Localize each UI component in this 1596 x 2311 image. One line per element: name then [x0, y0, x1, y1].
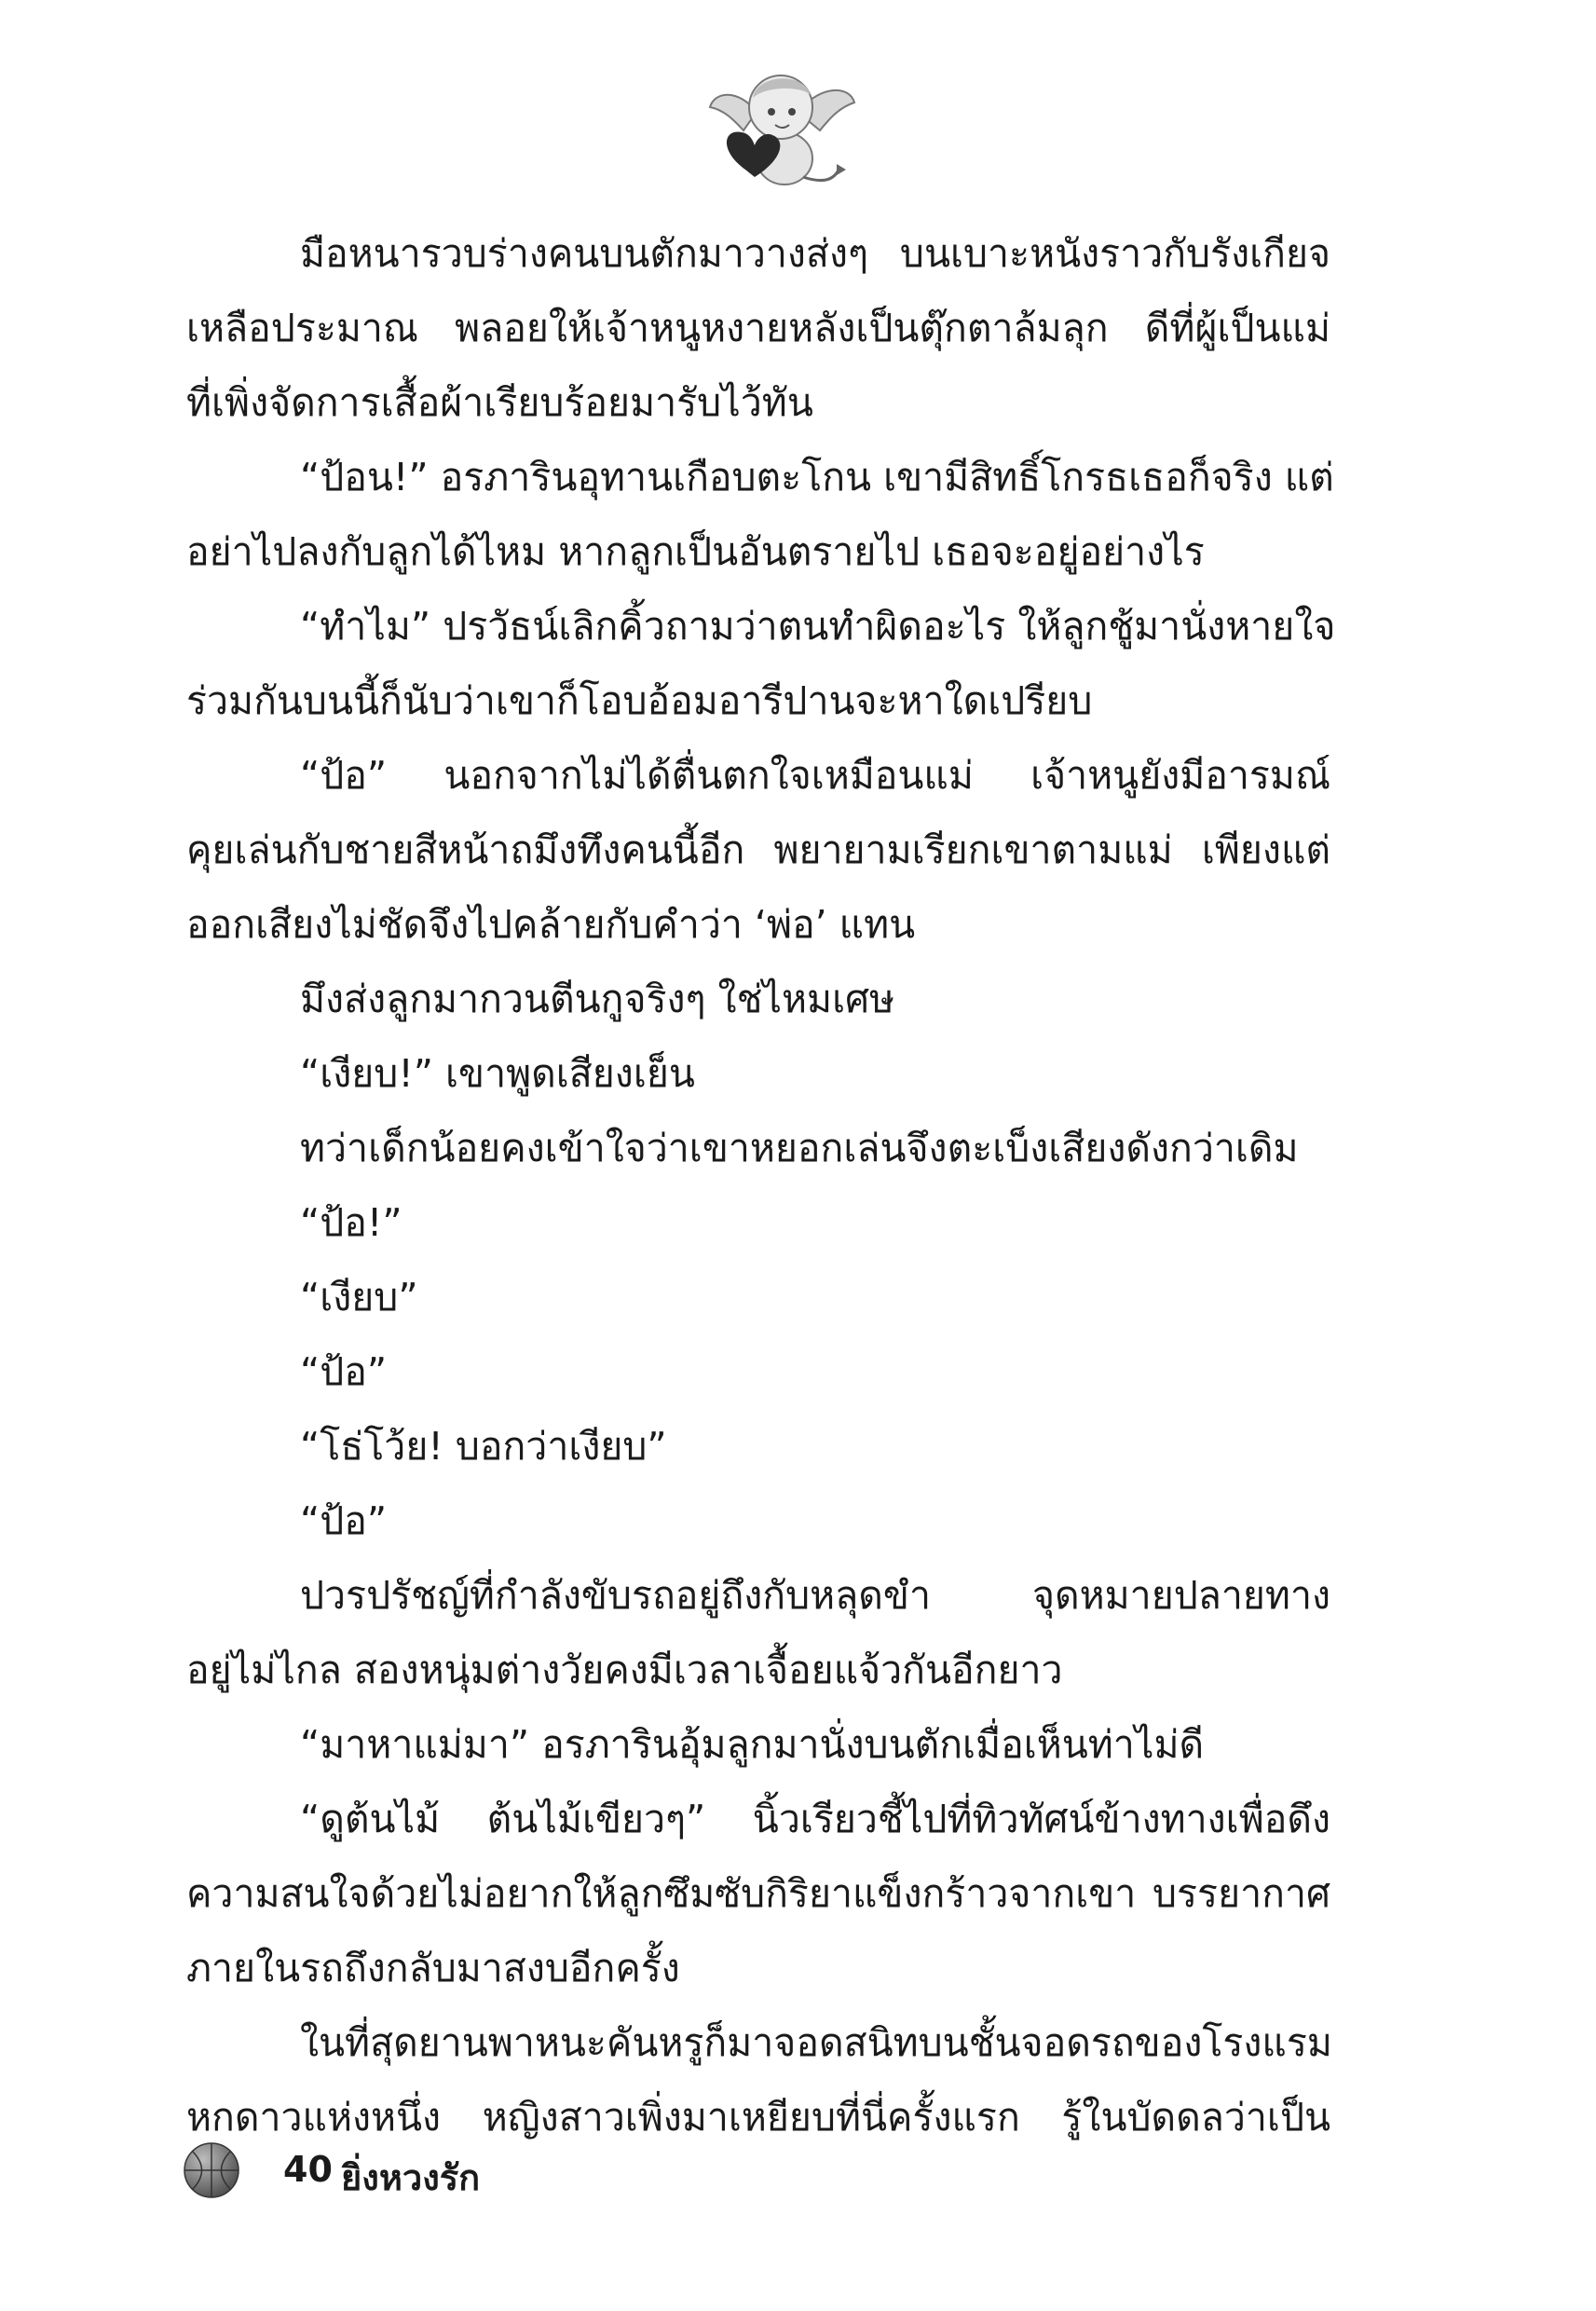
text-line: ทว่าเด็กน้อยคงเข้าใจว่าเขาหยอกเล่นจึงตะเบ็งเสียงดังกว่าเดิม [300, 1126, 1299, 1170]
text-line: “มาหาแม่มา” อรภารินอุ้มลูกมานั่งบนตักเมื่อเห็นท่าไม่ดี [300, 1722, 1205, 1767]
text-line: “ทำไม” ปรวัธน์เลิกคิ้วถามว่าตนทำผิดอะไร ให้ลูกชู้มานั่งหายใจ [300, 604, 1336, 649]
text-line: “เงียบ” [300, 1275, 418, 1320]
text-line: ออกเสียงไม่ชัดจึงไปคล้ายกับคำว่า ‘พ่อ’ แทน [186, 902, 916, 947]
text-line: ที่เพิ่งจัดการเสื้อผ้าเรียบร้อยมารับไว้ทัน [186, 380, 813, 425]
text-line: “โธ่โว้ย! บอกว่าเงียบ” [300, 1424, 667, 1469]
text-line: ร่วมกันบนนี้ก็นับว่าเขาก็โอบอ้อมอารีปานจะหาใดเปรียบ [186, 678, 1093, 723]
text-line: “ป้อน!” อรภารินอุทานเกือบตะโกน เขามีสิทธิ์โกรธเธอก็จริง แต่ [300, 455, 1334, 499]
text-line: ภายในรถถึงกลับมาสงบอีกครั้ง [186, 1946, 680, 1990]
text-line: “เงียบ!” เขาพูดเสียงเย็น [300, 1051, 695, 1096]
text-line: “ป้อ!” [300, 1200, 402, 1245]
text-line: ปวรปรัชญ์ที่กำลังขับรถอยู่ถึงกับหลุดขำ จุดหมายปลายทาง [300, 1573, 1330, 1618]
text-line: เหลือประมาณ พลอยให้เจ้าหนูหงายหลังเป็นตุ๊กตาล้มลุก ดีที่ผู้เป็นแม่ [186, 306, 1330, 350]
text-line: “ป้อ” [300, 1349, 388, 1394]
book-title: ยิ่งหวงรัก [341, 2157, 481, 2198]
text-line: “ป้อ” นอกจากไม่ได้ตื่นตกใจเหมือนแม่ เจ้าหนูยังมีอารมณ์ [300, 753, 1330, 798]
text-line: หกดาวแห่งหนึ่ง หญิงสาวเพิ่งมาเหยียบที่นี่ครั้งแรก รู้ในบัดดลว่าเป็น [186, 2095, 1330, 2140]
text-line: ความสนใจด้วยไม่อยากให้ลูกซึมซับกิริยาแข็งกร้าวจากเขา บรรยากาศ [186, 1871, 1330, 1916]
ball-icon [183, 2141, 240, 2199]
text-line: มึงส่งลูกมากวนตีนกูจริงๆ ใช่ไหมเศษ [300, 977, 895, 1021]
page-footer [183, 2141, 648, 2207]
text-line: อย่าไปลงกับลูกได้ไหม หากลูกเป็นอันตรายไป เธอจะอยู่อย่างไร [186, 529, 1205, 574]
text-line: มือหนารวบร่างคนบนตักมาวางส่งๆ บนเบาะหนังราวกับรังเกียจ [300, 231, 1330, 276]
page-number: 40 [283, 2149, 333, 2190]
text-line: ในที่สุดยานพาหนะคันหรูก็มาจอดสนิทบนชั้นจอดรถของโรงแรม [300, 2020, 1332, 2065]
text-line: “ดูต้นไม้ ต้นไม้เขียวๆ” นิ้วเรียวชี้ไปที่ทิวทัศน์ข้างทางเพื่อดึง [300, 1797, 1330, 1841]
text-line: อยู่ไม่ไกล สองหนุ่มต่างวัยคงมีเวลาเจื้อยแจ้วกันอีกยาว [186, 1648, 1063, 1692]
text-line: คุยเล่นกับชายสีหน้าถมึงทึงคนนี้อีก พยายามเรียกเขาตามแม่ เพียงแต่ [186, 827, 1330, 872]
text-line: “ป้อ” [300, 1498, 388, 1543]
cupid-with-heart-icon [701, 65, 859, 200]
body-text [186, 216, 1336, 2154]
